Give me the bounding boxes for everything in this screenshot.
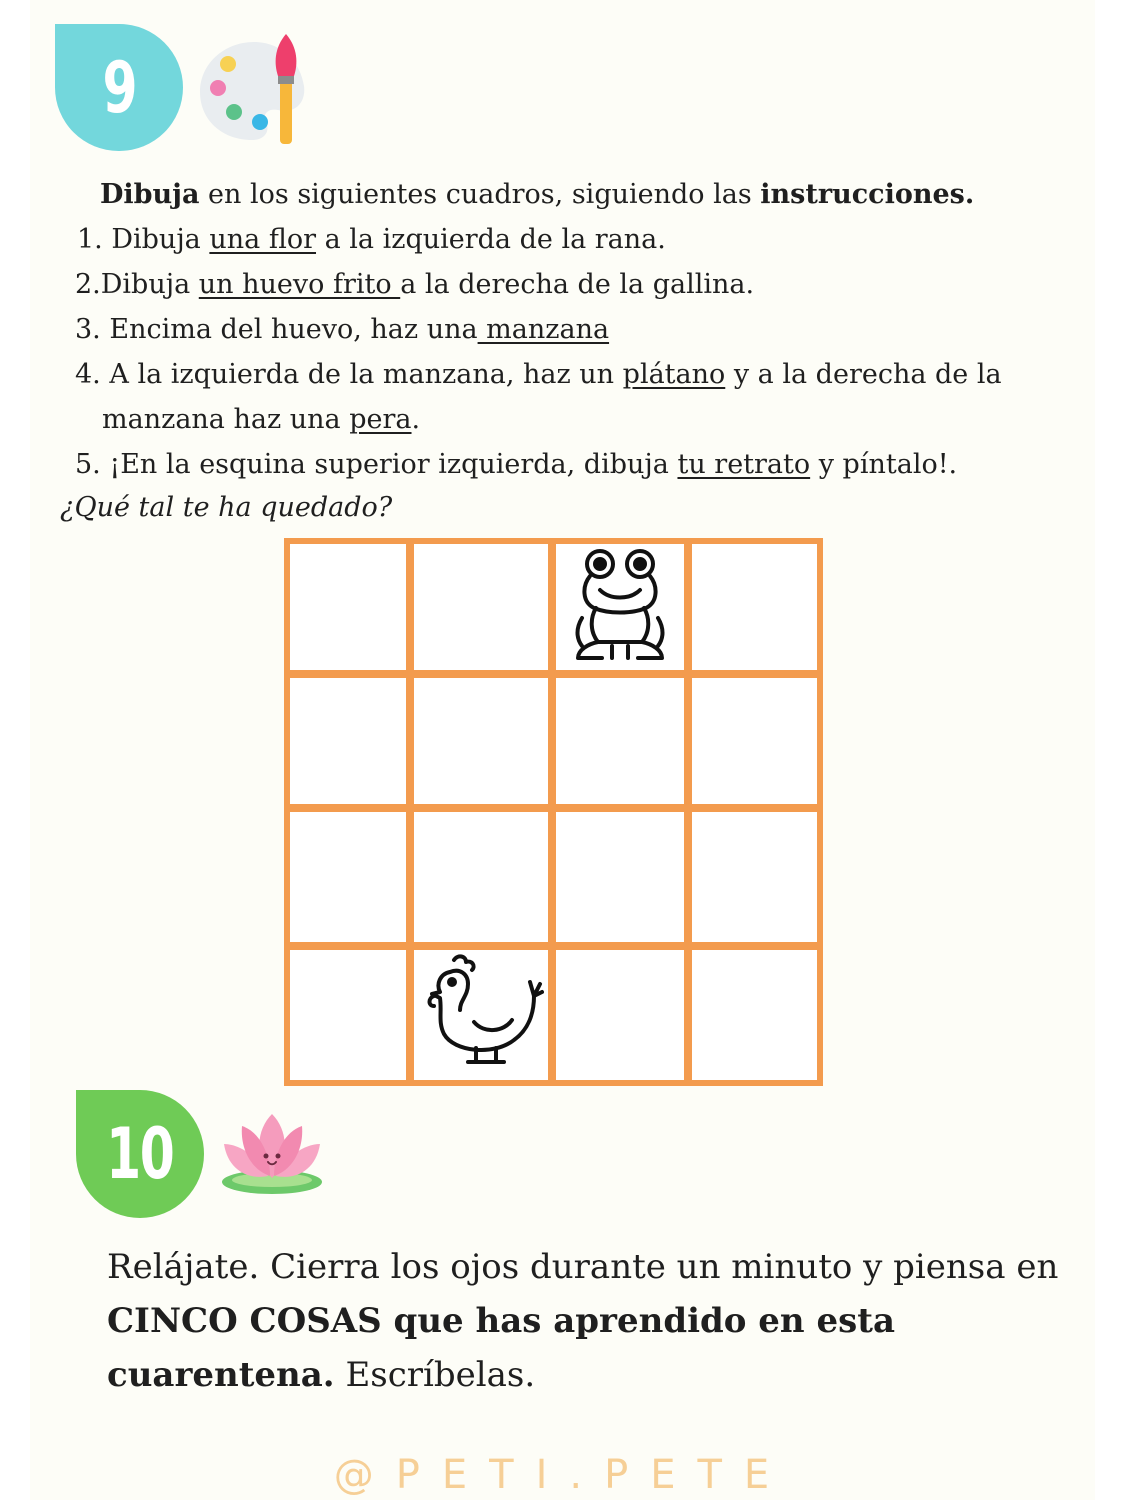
frog-icon: [572, 546, 668, 666]
grid-cell-r3c4[interactable]: [692, 812, 817, 942]
grid-cell-r3c1[interactable]: [290, 812, 406, 942]
instruction-item-5: 5. ¡En la esquina superior izquierda, dibuja tu retrato y píntalo!.: [75, 449, 958, 480]
grid-cell-r2c4[interactable]: [692, 678, 817, 804]
drawing-grid: [284, 538, 823, 1086]
grid-cell-r1c4[interactable]: [692, 544, 817, 670]
grid-cell-r4c3[interactable]: [556, 950, 684, 1080]
instructions-intro: Dibuja en los siguientes cuadros, siguiendo las instrucciones.: [100, 179, 975, 210]
grid-cell-r4c1[interactable]: [290, 950, 406, 1080]
section10-line-2: CINCO COSAS que has aprendido en esta: [107, 1301, 895, 1341]
instruction-item-1: 1. Dibuja una flor a la izquierda de la rana.: [77, 224, 666, 255]
grid-cell-r2c3[interactable]: [556, 678, 684, 804]
hen-icon: [424, 952, 544, 1070]
grid-cell-r3c2[interactable]: [414, 812, 548, 942]
section-number-badge-10: 10: [76, 1090, 204, 1218]
grid-cell-r3c3[interactable]: [556, 812, 684, 942]
grid-cell-r1c1[interactable]: [290, 544, 406, 670]
section10-line-3: cuarentena. Escríbelas.: [107, 1355, 536, 1395]
lotus-icon: [214, 1110, 330, 1200]
question-text: ¿Qué tal te ha quedado?: [60, 492, 393, 523]
grid-cell-r2c2[interactable]: [414, 678, 548, 804]
grid-cell-r1c2[interactable]: [414, 544, 548, 670]
instruction-item-4-continued: manzana haz una pera.: [102, 404, 421, 435]
section10-text: [107, 1240, 1087, 1402]
instruction-item-3: 3. Encima del huevo, haz una manzana: [75, 314, 610, 345]
section-number-badge-9: 9: [55, 24, 183, 151]
instruction-item-2: 2.Dibuja un huevo frito a la derecha de la gallina.: [75, 269, 755, 300]
palette-icon: [196, 30, 311, 145]
section10-line-1: Relájate. Cierra los ojos durante un minuto y piensa en: [107, 1247, 1059, 1287]
footer-handle: @PETI.PETE: [333, 1452, 792, 1498]
grid-cell-r4c4[interactable]: [692, 950, 817, 1080]
grid-cell-r2c1[interactable]: [290, 678, 406, 804]
instruction-item-4: 4. A la izquierda de la manzana, haz un plátano y a la derecha de la: [75, 359, 1002, 390]
